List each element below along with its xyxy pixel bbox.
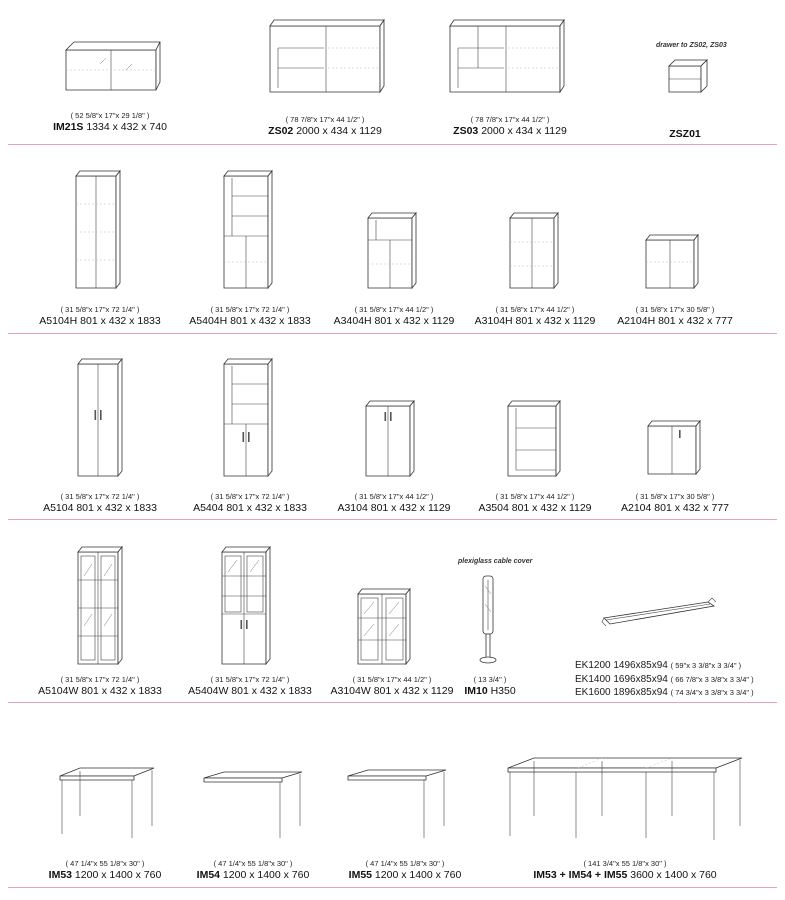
a5104w-dims: A5104W 801 x 432 x 1833 — [38, 684, 162, 697]
a3504-dims: A3504 801 x 432 x 1129 — [478, 501, 592, 514]
a2104-inch: ( 31 5/8"x 17"x 30 5/8" ) — [635, 492, 715, 501]
ek1600-label: EK1600 1896x85x94 — [575, 687, 668, 698]
zsz01-code: ZSZ01 — [669, 128, 701, 140]
im53-im54-im55-dims: 3600 x 1400 x 760 — [630, 868, 717, 881]
im21s-code: IM21S — [53, 120, 84, 133]
row-divider — [8, 887, 777, 888]
a2104-dims: A2104 801 x 432 x 777 — [620, 501, 729, 514]
mid-glass-cabinet-icon — [356, 588, 414, 668]
row-divider — [8, 333, 777, 334]
a5404w-inch: ( 31 5/8"x 17"x 72 1/4" ) — [210, 675, 290, 684]
im53-im54-im55-inch: ( 141 3/4"x 55 1/8"x 30" ) — [583, 859, 667, 868]
a3104h-inch: ( 31 5/8"x 17"x 44 1/2" ) — [495, 305, 575, 314]
a5404-dims: A5404 801 x 432 x 1833 — [193, 501, 307, 514]
desk-table-icon — [58, 766, 158, 842]
low-cabinet-icon — [644, 234, 700, 292]
zs02-inch: ( 78 7/8"x 17"x 44 1/2" ) — [285, 115, 365, 124]
extension-table-2-icon — [346, 768, 452, 842]
a3404h-inch: ( 31 5/8"x 17"x 44 1/2" ) — [354, 305, 434, 314]
low-sideboard-icon — [60, 40, 160, 92]
a5104-dims: A5104 801 x 432 x 1833 — [43, 501, 157, 514]
mid-open-shelf-icon — [506, 400, 562, 480]
im53-dims: 1200 x 1400 x 760 — [74, 868, 162, 881]
a5404-inch: ( 31 5/8"x 17"x 72 1/4" ) — [210, 492, 290, 501]
sliding-door-cabinet-icon — [268, 18, 386, 94]
zs03-code: ZS03 — [453, 124, 479, 137]
drawer-unit-icon — [667, 58, 709, 94]
zs02-dims: 2000 x 434 x 1129 — [296, 124, 382, 137]
a3104w-dims: A3104W 801 x 432 x 1129 — [330, 684, 454, 697]
im53-inch: ( 47 1/4"x 55 1/8"x 30" ) — [65, 859, 145, 868]
a5404h-inch: ( 31 5/8"x 17"x 72 1/4" ) — [210, 305, 290, 314]
zsz01-note: drawer to ZS02, ZS03 — [656, 42, 727, 49]
tall-glass-cabinet-icon — [76, 546, 124, 668]
mid-cabinet-open-top-icon — [366, 212, 418, 292]
cable-cover-icon — [476, 574, 500, 666]
im55-dims: 1200 x 1400 x 760 — [374, 868, 462, 881]
im54-code: IM54 — [196, 868, 220, 881]
mid-cabinet-handles-icon — [364, 400, 416, 480]
im53-code: IM53 — [48, 868, 72, 881]
im10-dims: H350 — [490, 684, 516, 697]
a5104-inch: ( 31 5/8"x 17"x 72 1/4" ) — [60, 492, 140, 501]
im10-code: IM10 — [464, 684, 488, 697]
a5104h-dims: A5104H 801 x 432 x 1833 — [39, 314, 161, 327]
tall-open-shelf-cabinet-handles-icon — [222, 358, 274, 480]
a3104-dims: A3104 801 x 432 x 1129 — [337, 501, 451, 514]
im21s-inch: ( 52 5/8"x 17"x 29 1/8" ) — [70, 111, 150, 120]
a3504-inch: ( 31 5/8"x 17"x 44 1/2" ) — [495, 492, 575, 501]
im54-inch: ( 47 1/4"x 55 1/8"x 30" ) — [213, 859, 293, 868]
row-divider — [8, 702, 777, 703]
a5404w-dims: A5404W 801 x 432 x 1833 — [188, 684, 312, 697]
a5104w-inch: ( 31 5/8"x 17"x 72 1/4" ) — [60, 675, 140, 684]
im55-code: IM55 — [348, 868, 372, 881]
ek1600-inch: ( 74 3/4"x 3 3/8"x 3 3/4" ) — [670, 688, 754, 697]
row-divider — [8, 144, 777, 145]
zs02-code: ZS02 — [268, 124, 294, 137]
im21s-dims: 1334 x 432 x 740 — [86, 120, 167, 133]
tall-glass-top-cabinet-icon — [220, 546, 272, 668]
sliding-door-cabinet-shelves-icon — [448, 18, 566, 94]
im53-im54-im55-code: IM53 + IM54 + IM55 — [533, 868, 628, 881]
cable-tray-icon — [600, 598, 718, 628]
ek1400-inch: ( 66 7/8"x 3 3/8"x 3 3/4" ) — [670, 674, 754, 684]
a2104h-inch: ( 31 5/8"x 17"x 30 5/8" ) — [635, 305, 715, 314]
a3104w-inch: ( 31 5/8"x 17"x 44 1/2" ) — [352, 675, 432, 684]
a5404h-dims: A5404H 801 x 432 x 1833 — [189, 314, 311, 327]
row-divider — [8, 519, 777, 520]
im10-note: plexiglass cable cover — [458, 558, 533, 565]
mid-cabinet-icon — [508, 212, 560, 292]
zs03-inch: ( 78 7/8"x 17"x 44 1/2" ) — [470, 115, 550, 124]
conference-table-icon — [506, 756, 746, 842]
a2104h-dims: A2104H 801 x 432 x 777 — [617, 314, 733, 327]
im54-dims: 1200 x 1400 x 760 — [222, 868, 310, 881]
im55-inch: ( 47 1/4"x 55 1/8"x 30" ) — [365, 859, 445, 868]
ek1400-label: EK1400 1696x85x94 — [575, 673, 668, 685]
im10-inch: ( 13 3/4" ) — [473, 675, 507, 684]
a3404h-dims: A3404H 801 x 432 x 1129 — [333, 314, 455, 327]
zs03-dims: 2000 x 434 x 1129 — [481, 124, 567, 137]
a5104h-inch: ( 31 5/8"x 17"x 72 1/4" ) — [60, 305, 140, 314]
extension-table-icon — [202, 770, 308, 842]
tall-cabinet-icon — [74, 170, 122, 292]
tall-cabinet-handles-icon — [76, 358, 124, 480]
tall-open-shelf-cabinet-icon — [222, 170, 274, 292]
ek1200-inch: ( 59"x 3 3/8"x 3 3/4" ) — [670, 661, 742, 670]
low-cabinet-handles-icon — [646, 420, 702, 478]
ek1200-label: EK1200 1496x85x94 — [575, 660, 668, 671]
a3104h-dims: A3104H 801 x 432 x 1129 — [474, 314, 596, 327]
a3104-inch: ( 31 5/8"x 17"x 44 1/2" ) — [354, 492, 434, 501]
